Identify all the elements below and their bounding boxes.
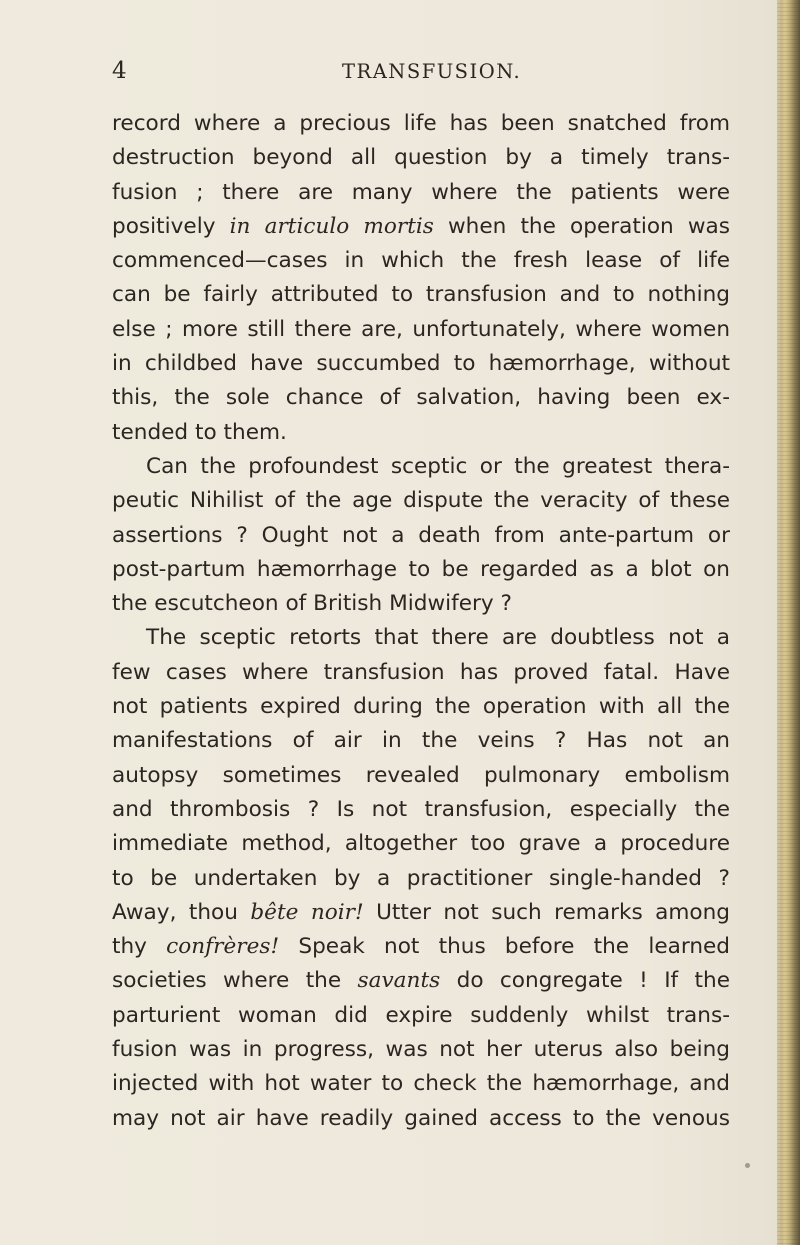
text-line xyxy=(112,450,730,484)
text-line xyxy=(112,347,730,381)
text-line xyxy=(112,862,730,896)
text-run: injected with hot water to check the hæmorrhage, and xyxy=(112,1071,730,1097)
text-run: Away, thou xyxy=(112,899,251,925)
text-run: Can the profoundest sceptic or the greatest thera- xyxy=(146,453,730,479)
text-line xyxy=(112,1102,730,1136)
text-line xyxy=(112,519,730,553)
text-line xyxy=(112,690,730,724)
italic-phrase: confrères! xyxy=(166,934,280,960)
text-line xyxy=(112,1033,730,1067)
body-text xyxy=(112,107,730,1136)
text-run: can be fairly attributed to transfusion and to nothing xyxy=(112,282,730,308)
text-run: post-partum hæmorrhage to be regarded as a blot on xyxy=(112,556,730,582)
text-run: when the operation was xyxy=(433,213,730,239)
text-run: societies where the xyxy=(112,968,358,994)
text-run: may not air have readily gained access to the venous xyxy=(112,1105,730,1131)
italic-phrase: savants xyxy=(357,968,441,994)
text-line xyxy=(112,381,730,415)
text-line xyxy=(112,210,730,244)
text-line xyxy=(112,244,730,278)
text-run: Speak not thus before the learned xyxy=(279,934,731,960)
text-line xyxy=(112,621,730,655)
page-header xyxy=(112,58,732,88)
text-line xyxy=(112,930,730,964)
text-line xyxy=(112,759,730,793)
text-line xyxy=(112,553,730,587)
paper-speck xyxy=(745,1163,750,1168)
text-line xyxy=(112,176,730,210)
text-run: fusion was in progress, was not her uterus also being xyxy=(112,1037,730,1063)
text-run: parturient woman did expire suddenly whilst trans- xyxy=(112,1002,730,1028)
text-run: destruction beyond all question by a timely trans- xyxy=(112,145,730,171)
text-run: record where a precious life has been snatched from xyxy=(112,111,730,136)
text-line xyxy=(112,278,730,312)
text-line xyxy=(112,141,730,175)
text-line xyxy=(112,107,730,141)
running-title: TRANSFUSION. xyxy=(342,60,522,83)
text-line xyxy=(112,964,730,998)
text-line xyxy=(112,416,730,450)
text-run: in childbed have succumbed to hæmorrhage, without xyxy=(112,351,730,377)
text-run: The sceptic retorts that there are doubtless not a xyxy=(146,625,730,651)
text-run: peutic Nihilist of the age dispute the veracity of these xyxy=(112,488,730,514)
text-line xyxy=(112,793,730,827)
italic-phrase: in articulo mortis xyxy=(229,213,434,239)
text-run: not patients expired during the operation with all the xyxy=(112,694,730,720)
text-run: the escutcheon of British Midwifery ? xyxy=(112,591,512,617)
text-line xyxy=(112,656,730,690)
text-run: manifestations of air in the veins ? Has not an xyxy=(112,728,730,754)
text-line xyxy=(112,999,730,1033)
text-run: else ; more still there are, unfortunately, where women xyxy=(112,316,730,342)
text-run: to be undertaken by a practitioner single-handed ? xyxy=(112,865,730,891)
page-number: 4 xyxy=(112,58,127,84)
text-line xyxy=(112,827,730,861)
text-run: do congregate ! If the xyxy=(440,968,730,994)
text-run: commenced—cases in which the fresh lease of life xyxy=(112,248,730,274)
italic-phrase: bête noir! xyxy=(250,899,364,925)
text-run: fusion ; there are many where the patients were xyxy=(112,179,730,205)
text-run: autopsy sometimes revealed pulmonary embolism xyxy=(112,762,730,788)
text-run: few cases where transfusion has proved fatal. Have xyxy=(112,659,730,685)
text-run: this, the sole chance of salvation, having been ex- xyxy=(112,385,730,411)
text-line xyxy=(112,724,730,758)
text-line xyxy=(112,484,730,518)
text-run: and thrombosis ? Is not transfusion, especially the xyxy=(112,796,730,822)
text-run: positively xyxy=(112,213,230,239)
text-run: Utter not such remarks among xyxy=(363,899,730,925)
text-run: tended to them. xyxy=(112,419,287,445)
text-line xyxy=(112,1067,730,1101)
text-line xyxy=(112,587,730,621)
text-line xyxy=(112,313,730,347)
text-line xyxy=(112,896,730,930)
text-run: assertions ? Ought not a death from ante-partum or xyxy=(112,522,730,548)
text-run: thy xyxy=(112,934,167,960)
text-run: immediate method, altogether too grave a procedure xyxy=(112,831,730,857)
book-edge xyxy=(777,0,800,1245)
